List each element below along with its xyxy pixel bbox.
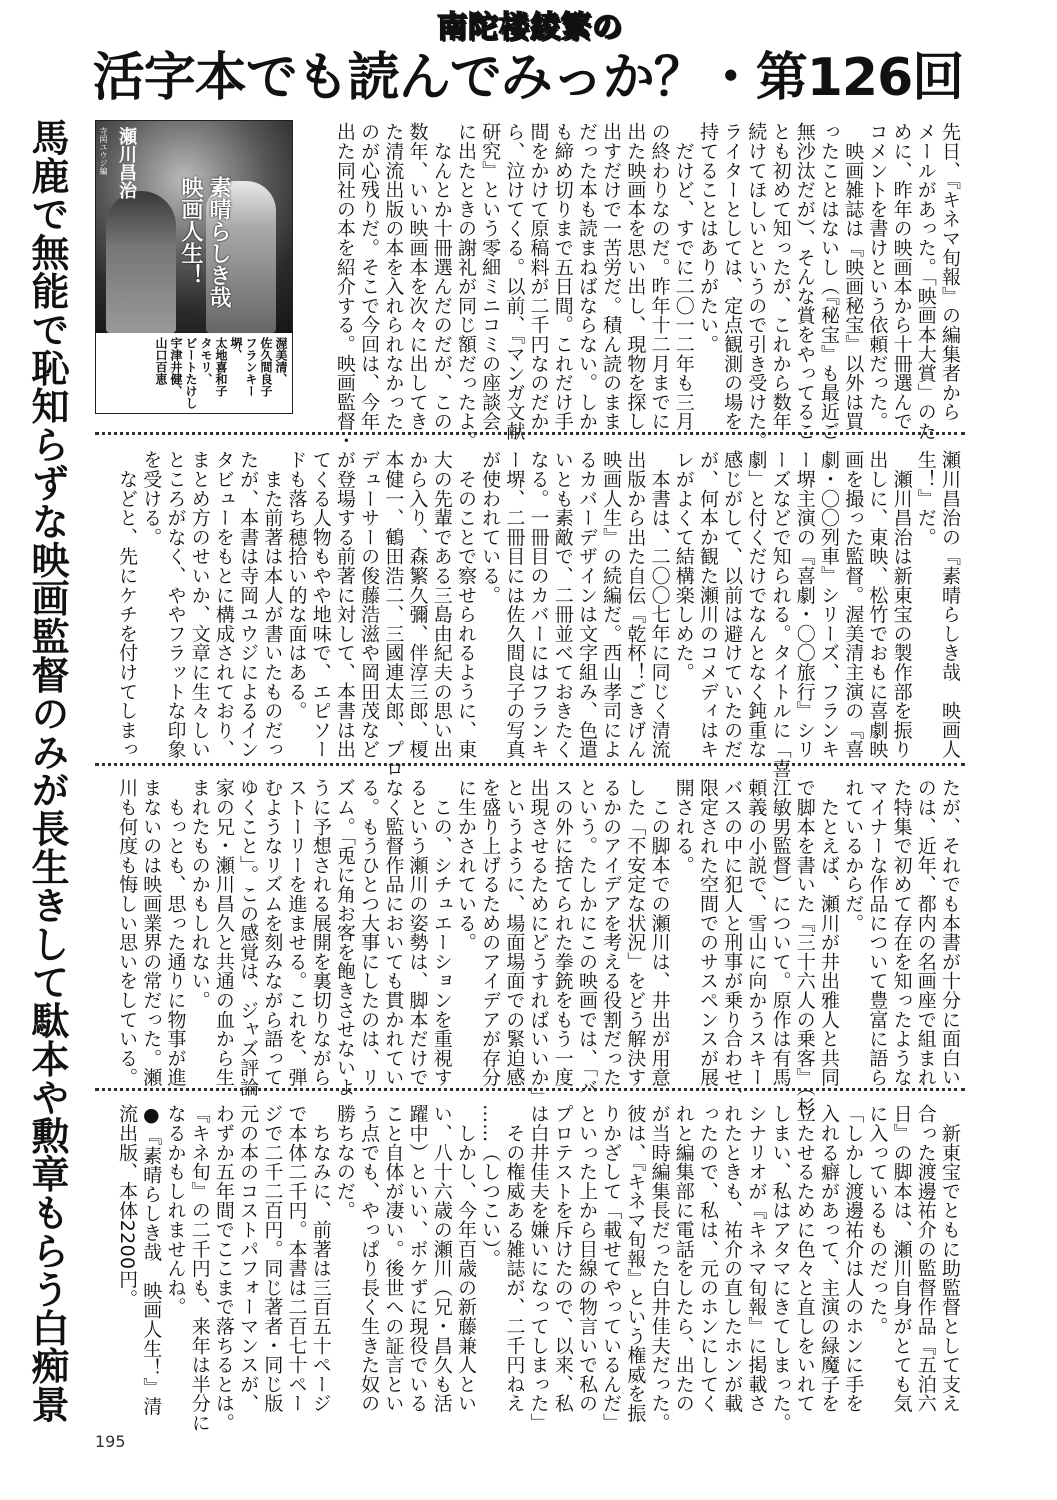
text-column: 無沙汰だが）、そんな賞をやってるこ (793, 122, 816, 441)
text-column: が当時編集長だった白井佳夫だった。 (648, 1104, 671, 1433)
text-column: デューサーの俊藤浩滋や岡田茂など (358, 450, 381, 759)
text-column: などと、先にケチを付けてしまっ (116, 450, 139, 759)
text-column: マイナーな作品について豊富に語ら (866, 778, 889, 1087)
text-column: 瀬川昌治の『素晴らしき哉 映画人 (939, 450, 961, 759)
text-column: 出すだけで一苦労だ。積ん読のまま (600, 122, 623, 431)
text-column: また前著は本人が書いたものだっ (261, 450, 284, 759)
text-column: 出しに、東映、松竹でおもに喜劇映 (866, 450, 889, 759)
text-column: ちなみに、前著は三百五十ページ (309, 1104, 332, 1413)
text-column: しかし、今年百歳の新藤兼人とい (454, 1104, 477, 1413)
text-column: とも初めて知ったが、これから数年 (769, 122, 792, 431)
text-column: れたときも、祐介の直したホンが載 (721, 1104, 744, 1413)
cover-name: 渥美清、 (274, 337, 288, 385)
text-column: タビューをもとに構成されており、 (212, 450, 235, 759)
text-column: 持てることはありがたい。 (696, 122, 719, 354)
text-column: といった上から目線の物言いで私の (575, 1104, 598, 1413)
text-column: プロテストを斥けたので、以来、私 (551, 1104, 574, 1413)
text-column: だった本も読まねばならない。しか (575, 122, 598, 431)
text-column: れと編集部に電話をしたら、出たの (672, 1104, 695, 1413)
text-column: 躍中）といい、ボケずに現役でいる (406, 1104, 429, 1413)
text-column: てくる人物もやや地味で、エピソー (309, 450, 332, 759)
text-column: バスの中に犯人と刑事が乗り合わせ、 (721, 778, 744, 1107)
text-column: 瀬川昌治は新東宝の製作部を振り (890, 450, 913, 759)
text-column: 出版から出た自伝『乾杯！ごきげん (624, 450, 647, 759)
text-column: りかざして「載せてやっているんだ」 (600, 1104, 623, 1433)
cover-title-line: 素晴らしき哉 (206, 176, 231, 308)
text-column: う点でも、やっぱり長く生きた奴の (358, 1104, 381, 1413)
text-column: 限定された空間でのサスペンスが展 (696, 778, 719, 1087)
text-column: ったことはないし（『秘宝』も最近ご (817, 122, 840, 441)
text-column: レがよくて結構楽しめた。 (672, 450, 695, 682)
cover-name: ビートたけし (184, 337, 198, 409)
article-title: 活字本でも読んでみっか？・第126回 (92, 48, 964, 108)
text-column: なるかもしれませんね。 (164, 1104, 187, 1317)
text-column: たが、本書は寺岡ユウジによるイン (237, 450, 260, 759)
text-column: なく監督作品においても貫かれてい (382, 778, 405, 1087)
text-column: 江敏男監督）について。原作は有馬 (769, 778, 792, 1087)
text-column: 開される。 (672, 778, 695, 875)
text-column: 日』の脚本は、瀬川自身がとても気 (890, 1104, 913, 1413)
cover-editor: 寺岡ユウジ編 (99, 127, 108, 175)
text-column: る。もうひとつ大事にしたのは、リ (358, 778, 381, 1087)
text-column: のが心残りだ。そこで今回は、今年 (358, 122, 381, 431)
cover-name: 太地喜和子 (214, 337, 228, 397)
text-column: のは、近年、都内の名画座で組まれ (914, 778, 937, 1087)
cover-title-line: 映画人生！ (178, 176, 203, 286)
text-column: で本体二千円。本書は二百七十ペー (285, 1104, 308, 1413)
text-column: た特集で初めて存在を知ったような (890, 778, 913, 1087)
text-column: こと自体が凄い。後世への証言とい (382, 1104, 405, 1413)
text-column: たが、それでも本書が十分に面白い (939, 778, 961, 1087)
text-column: 入れる癖があって、主演の緑魔子を (817, 1104, 840, 1413)
text-column: いとも素敵で、二冊並べておきたく (551, 450, 574, 759)
text-column: 生！』だ。 (914, 450, 937, 547)
text-column: というように、場面場面での緊迫感 (503, 778, 526, 1087)
text-column: 感じがして、以前は避けていたのだ (721, 450, 744, 759)
cover-name: 山口百恵 (154, 337, 168, 385)
text-column: たとえば、瀬川が井出雅人と共同 (817, 778, 840, 1087)
text-column: が、何本か観た瀬川のコメディはキ (696, 450, 719, 759)
text-column: の終わりなのだ。昨年十二月までに (648, 122, 671, 431)
book-cover-image (95, 120, 293, 414)
text-column: で脚本を書いた『三十六人の乗客』（杉 (793, 778, 816, 1116)
text-column: 出現させるためにどうすればいいか」 (527, 778, 550, 1107)
text-column: を受ける。 (140, 450, 163, 547)
text-column: なんとか十冊選んだのだが、この (430, 122, 453, 431)
text-column: 間をかけて原稿料が二千円なのだか (527, 122, 550, 431)
text-column: 大の先輩である三島由紀夫の思い出 (430, 450, 453, 759)
text-column: メールがあった。「映画本大賞」のた (914, 122, 937, 441)
text-column: うに予想される展開を裏切りながら (309, 778, 332, 1087)
text-column: ズム。「兎に角お客を飽きさせないよ (333, 778, 356, 1097)
cover-name: 宇津井健、 (169, 337, 183, 397)
text-column: 映画人生』の続編だ。西山孝司によ (600, 450, 623, 759)
text-column: 画を撮った監督。渥美清主演の『喜 (842, 450, 865, 759)
text-column: した「不安定な状況」をどう解決す (624, 778, 647, 1087)
cover-name: 佐久間良子 (259, 337, 273, 397)
text-column: れているからだ。 (842, 778, 865, 933)
text-column: 彼は、『キネマ旬報』という権威を振 (624, 1104, 647, 1423)
text-column: るカバーデザインは文字組み、色遣 (575, 450, 598, 759)
dotted-divider (95, 763, 965, 766)
text-column: しまい、私はアタマにきてしまった。 (769, 1104, 792, 1433)
page-number: 195 (95, 1432, 126, 1451)
text-column: るという瀬川の姿勢は、脚本だけで (406, 778, 429, 1087)
text-column: そのことで察せられるように、東 (454, 450, 477, 759)
text-column: 「しかし渡邊祐介は人のホンに手を (842, 1104, 865, 1413)
text-column: 『キネ旬』の二千円も、来年は半分に (188, 1104, 211, 1433)
series-name: 南陀楼綾繁の (437, 10, 623, 45)
text-column: 劇」と付くだけでなんとなく鈍重な (745, 450, 768, 759)
text-column: ストーリーを進ませる。これを、弾 (285, 778, 308, 1087)
dotted-divider (95, 1088, 965, 1091)
text-column: ゆくこと」。この感覚は、ジャズ評論 (237, 778, 260, 1097)
cover-name: タモリ、 (199, 337, 213, 385)
text-column: 川も何度も悔しい思いをしている。 (116, 778, 139, 1087)
text-column: シナリオが『キネマ旬報』に掲載さ (745, 1104, 768, 1413)
text-column: に生かされている。 (454, 778, 477, 952)
text-column: まれたものかもしれない。 (188, 778, 211, 1010)
text-column: は白井佳夫を嫌いになってしまった」 (527, 1104, 550, 1433)
cover-names (102, 337, 288, 409)
text-column: 本書は、二〇〇七年に同じく清流 (648, 450, 671, 759)
text-column: ところがなく、ややフラットな印象 (164, 450, 187, 759)
text-column: が登場する前著に対して、本書は出 (333, 450, 356, 759)
text-column: 元の本のコストパフォーマンスが、 (237, 1104, 260, 1413)
text-column: まないのは映画業界の常だった。瀬 (140, 778, 163, 1087)
article-tier-4 (115, 1104, 962, 1434)
text-column: 続けてほしいというので引き受けた。 (745, 122, 768, 451)
text-column: まとめ方のせいか、文章に生々しい (188, 450, 211, 759)
dotted-divider (95, 432, 965, 435)
text-column: だけど、すでに二〇一二年も三月 (672, 122, 695, 431)
text-column: るかのアイデアを考える役割だった (600, 778, 623, 1087)
text-column: その権威ある雑誌が、二千円ねえ (503, 1104, 526, 1413)
text-column: 映画雑誌は『映画秘宝』以外は買 (842, 122, 865, 431)
text-column: 家の兄・瀬川昌久と共通の血から生 (212, 778, 235, 1087)
text-column: た清流出版の本を入れられなかった (382, 122, 405, 431)
text-column: 出た映画本を思い出し、現物を探し (624, 122, 647, 431)
text-column: に入っているものだった。 (866, 1104, 889, 1336)
text-column: ジで二千二百円。同じ著者・同じ版 (261, 1104, 284, 1413)
cover-author: 瀬川昌治 (116, 127, 137, 199)
text-column: い、八十六歳の瀬川（兄・昌久も活 (430, 1104, 453, 1413)
text-column: も締め切りまで五日間。これだけ手 (551, 122, 574, 431)
text-column: ー堺主演の『喜劇・〇〇旅行』シリ (793, 450, 816, 759)
text-column: 合った渡邊祐介の監督作品『五泊六 (914, 1104, 937, 1413)
text-column: もっとも、思った通りに物事が進 (164, 778, 187, 1087)
text-column: 数年、いい映画本を次々に出してき (406, 122, 429, 431)
text-column: スの外に捨てられた拳銃をもう一度 (551, 778, 574, 1087)
text-column: が使われている。 (479, 450, 502, 605)
text-column: から入り、森繁久彌、伴淳三郎、榎 (406, 450, 429, 759)
article-tier-2 (115, 450, 962, 779)
text-column: ライターとしては、定点観測の場を (721, 122, 744, 431)
cover-figure-woman (106, 191, 176, 333)
text-column: 新東宝でともに助監督として支え (939, 1104, 961, 1413)
text-column: を盛り上げるためのアイデアが存分 (479, 778, 502, 1087)
text-column: 劇・〇〇列車』シリーズ、フランキ (817, 450, 840, 759)
text-column: コメントを書けという依頼だった。 (866, 122, 889, 431)
text-column: わずか五年間でここまで落ちるとは。 (212, 1104, 235, 1433)
text-column: ら、泣けてくる。以前、『マンガ文献 (503, 122, 526, 441)
cover-photo (96, 121, 292, 333)
text-column: ったので、私は、元のホンにしてく (696, 1104, 719, 1413)
text-column: ーズなどで知られる。タイトルに「喜 (769, 450, 792, 779)
text-column: に出たときの謝礼が同じ額だったよ。 (454, 122, 477, 451)
text-column: 研究』という零細ミニコミの座談会 (479, 122, 502, 431)
text-column: めに、昨年の映画本から十冊選んで (890, 122, 913, 431)
text-column: 流出版、本体2200円。 (116, 1104, 139, 1308)
text-column: むようなリズムを刻みながら語って (261, 778, 284, 1087)
text-column: この脚本での瀬川は、井出が用意 (648, 778, 671, 1087)
article-tier-3 (115, 778, 962, 1116)
article-tier-1 (333, 122, 962, 451)
text-column: 頼義の小説で、雪山に向かうスキー (745, 778, 768, 1087)
text-column: 立たせるために色々と直しをいれて (793, 1104, 816, 1413)
headline: 馬鹿で無能で恥知らずな映画監督のみが長生きして駄本や勲章もらう白痴景 (25, 118, 69, 1424)
text-column: ●『素晴らしき哉 映画人生！』清 (140, 1104, 163, 1416)
text-column: なる。一冊目のカバーにはフランキ (527, 450, 550, 759)
text-column: という。たしかにこの映画では、「バ (575, 778, 598, 1097)
text-column: 先日、『キネマ旬報』の編集者から (939, 122, 961, 422)
text-column: 出た同社の本を紹介する。映画監督・ (333, 122, 356, 451)
text-column: ……（しつこい）。 (479, 1104, 502, 1269)
text-column: ー堺、二冊目には佐久間良子の写真 (503, 450, 526, 759)
text-column: この、シチュエーションを重視す (430, 778, 453, 1087)
text-column: ドも落ち穂拾い的な面はある。 (285, 450, 308, 721)
text-column: 本健一、鶴田浩二、三國連太郎、プロ (382, 450, 405, 779)
text-column: 勝ちなのだ。 (333, 1104, 356, 1220)
cover-name: フランキー堺、 (229, 337, 258, 397)
cover-title (176, 176, 232, 308)
